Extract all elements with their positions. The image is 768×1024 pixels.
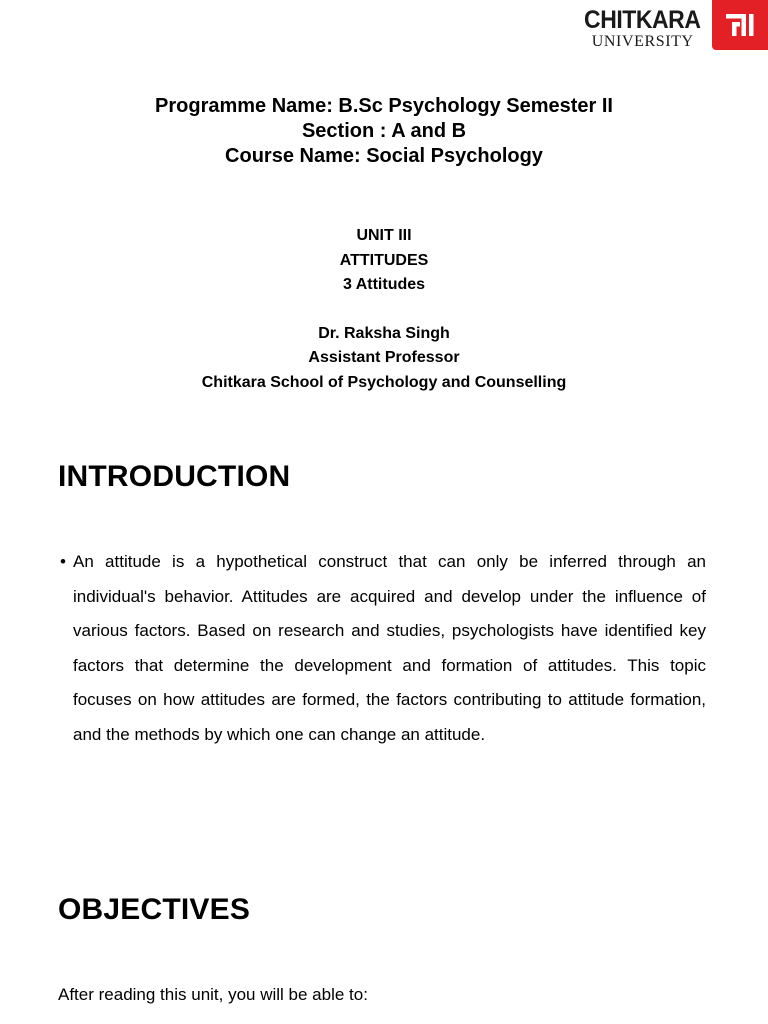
unit-subtopic: 3 Attitudes: [342, 276, 426, 293]
spacer: [0, 298, 768, 322]
introduction-text: An attitude is a hypothetical construct that can only be inferred through an individual's behavior. Attitudes are acquired and develop under the influence of various factors. Based on research and studies, psychologists have identified key factors that determine the development and formation of attitudes. This topic focuses on how attitudes are formed, the factors contributing to attitude formation, and the methods by which one can change an attitude.: [73, 552, 706, 744]
introduction-heading: INTRODUCTION: [58, 460, 291, 493]
objectives-heading: OBJECTIVES: [58, 893, 251, 926]
course-name: Course Name: Social Psychology: [225, 145, 543, 167]
author-designation: Assistant Professor: [308, 349, 460, 366]
author-school: Chitkara School of Psychology and Counselling: [201, 373, 567, 391]
programme-name: Programme Name: B.Sc Psychology Semester II: [155, 95, 613, 117]
author-name: Dr. Raksha Singh: [318, 324, 450, 342]
section-name: Section : A and B: [301, 120, 467, 142]
objectives-lead: After reading this unit, you will be able to:: [58, 985, 368, 1004]
introduction-bullet: [58, 545, 706, 753]
logo-mark-icon: [712, 0, 768, 50]
logo-subtitle: UNIVERSITY: [591, 33, 694, 50]
unit-topic: ATTITUDES: [339, 251, 429, 269]
university-logo: [584, 0, 768, 52]
unit-info-block: [0, 224, 768, 395]
bullet-point-icon: •: [60, 552, 66, 571]
document-title-block: [0, 94, 768, 169]
logo-wordmark: [579, 8, 706, 50]
logo-name: CHITKARA: [584, 6, 701, 34]
unit-label: UNIT III: [356, 227, 412, 244]
logo-glyph-icon: [726, 10, 756, 40]
